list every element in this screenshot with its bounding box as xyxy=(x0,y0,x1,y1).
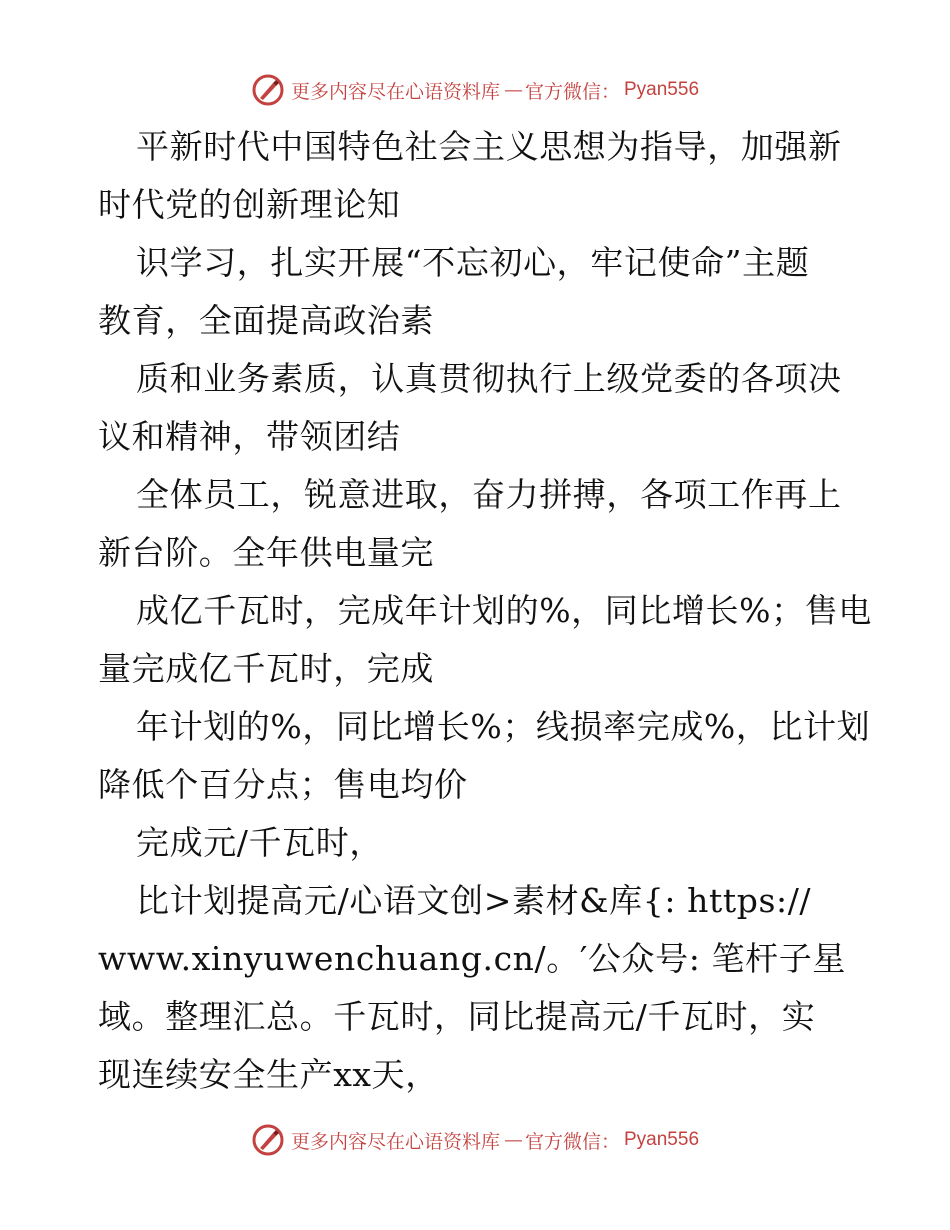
watermark-contact-label: 官方微信： xyxy=(524,1130,620,1153)
text-line: 平新时代中国特色社会主义思想为指导，加强新 xyxy=(136,127,842,166)
watermark-separator: — xyxy=(503,1129,521,1151)
text-line: www.xinyuwenchuang.cn/。′公众号: 笔杆子星 xyxy=(98,939,846,978)
text-line: 议和精神，带领团结 xyxy=(98,417,401,456)
text-line: 质和业务素质，认真贯彻执行上级党委的各项决 xyxy=(136,359,842,398)
pen-logo-icon xyxy=(251,73,285,107)
text-line: 成亿千瓦时，完成年计划的%，同比增长%；售电 xyxy=(136,591,872,630)
text-line: 现连续安全生产xx天， xyxy=(98,1055,439,1094)
watermark-text: 更多内容尽在心语资料库 xyxy=(290,1130,500,1153)
watermark-contact-label: 官方微信： xyxy=(524,80,620,103)
watermark-separator: — xyxy=(503,79,521,101)
text-line: 教育，全面提高政治素 xyxy=(98,301,434,340)
watermark-contact-id: Pyan556 xyxy=(624,1129,700,1150)
footer-watermark xyxy=(0,1120,950,1160)
document-body xyxy=(98,118,872,1104)
text-line: 时代党的创新理论知 xyxy=(98,185,401,224)
text-line: 全体员工，锐意进取，奋力拼搏，各项工作再上 xyxy=(136,475,842,514)
pen-logo-icon xyxy=(251,1123,285,1157)
text-line: 年计划的%，同比增长%；线损率完成%，比计划 xyxy=(136,707,871,746)
text-line: 量完成亿千瓦时，完成 xyxy=(98,649,434,688)
text-line: 域。整理汇总。千瓦时，同比提高元/千瓦时，实 xyxy=(98,997,816,1036)
text-line: 新台阶。全年供电量完 xyxy=(98,533,434,572)
text-line: 比计划提高元/心语文创>素材&库{: https:// xyxy=(136,881,812,920)
text-line: 完成元/千瓦时， xyxy=(136,823,383,862)
text-line: 降低个百分点；售电均价 xyxy=(98,765,468,804)
text-line: 识学习，扎实开展“不忘初心，牢记使命”主题 xyxy=(136,243,810,282)
header-watermark xyxy=(0,70,950,110)
watermark-text: 更多内容尽在心语资料库 xyxy=(290,80,500,103)
watermark-contact-id: Pyan556 xyxy=(624,79,700,100)
